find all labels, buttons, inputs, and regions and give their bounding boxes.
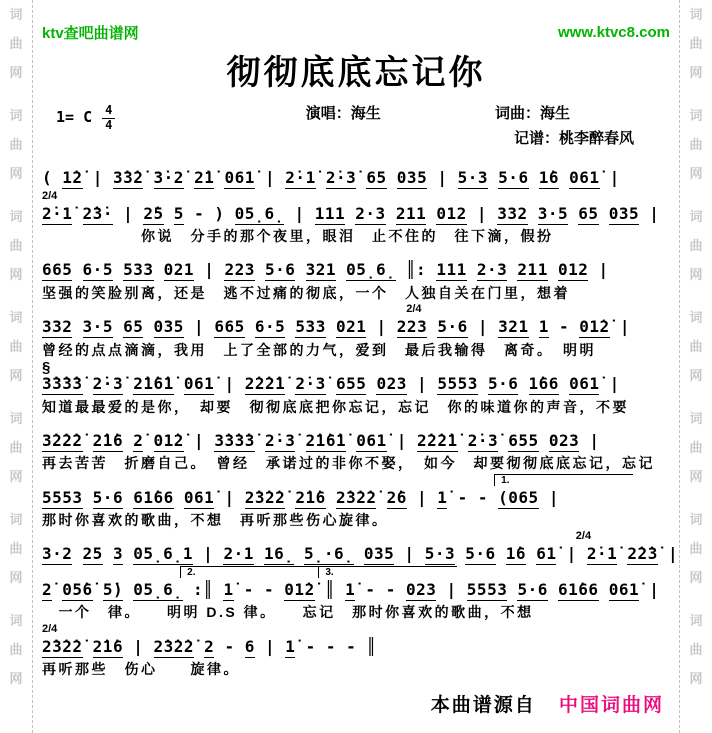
notation-token: 65: [578, 203, 599, 223]
notation-token: 021: [335, 317, 367, 337]
notation-token: 061̇: [356, 430, 387, 450]
notation-token: 1̇6: [505, 544, 527, 564]
watermark-char: 词: [689, 512, 703, 527]
footer-source-text: 本曲谱源自: [430, 695, 536, 716]
meter-denominator: 4: [105, 117, 113, 132]
watermark-char: 词: [689, 108, 703, 123]
watermark-char: 网: [9, 671, 23, 686]
notation-token: (: [42, 168, 53, 187]
watermark-char: 曲: [689, 642, 703, 657]
notation-token: -: [457, 487, 468, 507]
notation-token: |: [649, 203, 660, 223]
notation-token: 2̇3̇2̇2̇: [153, 636, 195, 656]
watermark-char: 网: [9, 65, 23, 80]
watermark-char: 网: [689, 368, 703, 383]
watermark-char: 词: [9, 310, 23, 325]
notation-token: -: [346, 636, 357, 656]
score-line: [42, 360, 670, 416]
notation-token: 5553: [42, 487, 83, 507]
lyrics-line: 知道最最爱的是你， 却要 彻彻底底把你忘记，忘记 你的味道你的声音，不要: [42, 398, 629, 415]
watermark-char: 词: [689, 310, 703, 325]
notator-label: 记谱：: [513, 130, 559, 147]
notation-token: |: [203, 544, 214, 564]
notation-token: 2: [204, 636, 215, 656]
notation-token: 2̇1̇6: [295, 487, 326, 507]
notation-token: 533: [123, 260, 154, 280]
notation-token: |: [566, 544, 577, 564]
notation-token: 3: [112, 544, 124, 564]
notation-token: 1̇66: [528, 373, 559, 393]
notation-token: |: [598, 260, 609, 280]
notation-token: |: [224, 487, 235, 507]
notation-token: 61̇66: [558, 579, 599, 599]
notation-token: |: [396, 430, 407, 450]
notation-line: [42, 636, 670, 658]
composer-name: 海生: [539, 105, 570, 122]
watermark-char: 网: [689, 469, 703, 484]
notation-token: 2̇·3̇: [92, 373, 124, 393]
notation-token: 65: [123, 317, 144, 337]
notation-token: |: [548, 487, 559, 507]
notation-token: 5̇): [102, 579, 124, 599]
notation-token: 223: [224, 260, 255, 280]
notation-token: -: [385, 579, 396, 599]
notation-token: 2̇1̇: [194, 168, 215, 187]
notation-token: 2̇1̇6̇1̇: [133, 373, 174, 393]
notation-token: 111: [314, 203, 346, 223]
notation-token: 2̇·3̇: [265, 430, 296, 450]
lyrics-line: 那时你喜欢的歌曲，不想 再听那些伤心旋律。: [42, 512, 389, 529]
notation-token: -: [243, 579, 254, 599]
notation-line: [42, 203, 670, 225]
notation-token: 5·6: [465, 544, 496, 564]
notation-token: 5·3: [457, 168, 489, 187]
watermark-char: 词: [9, 209, 23, 224]
notation-token: 211: [517, 260, 548, 280]
notation-token: -: [194, 203, 205, 223]
notation-token: 2·3: [355, 203, 386, 223]
watermark-char: 曲: [689, 541, 703, 556]
watermark-char: 词: [9, 108, 23, 123]
notation-token: 321: [498, 317, 529, 337]
watermark-char: 网: [9, 570, 23, 585]
lyrics-line: 再听那些 伤心 旋律。: [42, 661, 240, 678]
notation-token: 05̣6̣1: [133, 544, 194, 564]
notation-token: 2̇2̇2̇1̇: [244, 373, 286, 393]
notation-token: -: [224, 636, 235, 656]
notation-token: ): [214, 203, 225, 223]
notation-token: 05̣6̣: [234, 203, 285, 223]
notation-token: 3̇2̇2̇2̇: [42, 430, 83, 450]
meter-numerator: 4: [102, 104, 115, 119]
notation-token: (065: [498, 487, 539, 507]
notation-token: 665: [214, 317, 245, 337]
watermark-char: 网: [689, 267, 703, 282]
notation-token: 2̇·3̇: [467, 430, 499, 450]
notation-token: |: [133, 636, 144, 656]
notation-token: |: [294, 203, 305, 223]
notation-token: 023: [405, 579, 437, 599]
notation-token: 5·6: [265, 260, 296, 280]
top-bar: [42, 0, 670, 43]
notation-token: 211: [395, 203, 427, 223]
notation-token: 023: [376, 373, 407, 393]
left-watermark-rail: [0, 0, 33, 733]
notation-token: |: [224, 373, 235, 393]
notation-token: 3̇3̇2̇: [112, 168, 144, 187]
notation-token: 1̇2̇: [62, 168, 83, 187]
notation-token: 2̇1̇6: [92, 636, 124, 656]
notation-token: 533: [295, 317, 326, 337]
notation-token: 3̇3̇3̇3̇: [214, 430, 255, 450]
notation-line: [42, 316, 670, 338]
notation-token: 2̇·1̇: [42, 203, 73, 223]
notation-token: 3̇·2̇: [153, 168, 184, 187]
notation-token: 2̇·3̇: [295, 373, 326, 393]
footer-brand-link[interactable]: 中国词曲网: [558, 695, 664, 716]
notation-token: 012: [557, 260, 589, 280]
notation-token: 111: [436, 260, 467, 280]
watermark-char: 网: [689, 570, 703, 585]
notation-token: :║: [193, 579, 214, 599]
notation-token: 061̇: [608, 579, 640, 599]
notation-token: |: [204, 260, 215, 280]
watermark-char: 曲: [9, 642, 23, 657]
notation-token: 2̇: [42, 579, 53, 599]
watermark-char: 网: [689, 65, 703, 80]
notation-token: 6: [244, 636, 255, 656]
song-meta: [42, 94, 670, 152]
watermark-char: 词: [9, 512, 23, 527]
watermark-char: 网: [9, 267, 23, 282]
notation-token: |: [476, 203, 488, 223]
notation-token: 061̇: [224, 168, 255, 187]
notation-token: 061̇: [183, 487, 215, 507]
segno-icon: §: [42, 358, 51, 376]
notation-line: [42, 487, 670, 509]
performer-name: 海生: [350, 105, 381, 122]
notation-token: |: [446, 579, 457, 599]
notation-token: 05̣6̣: [346, 260, 396, 280]
song-title: 彻彻底底忘记你: [226, 54, 486, 92]
notation-token: ║: [324, 579, 335, 599]
score-body: [42, 154, 679, 678]
notation-token: 3·2: [42, 544, 73, 564]
score-line: [42, 530, 679, 565]
notation-token: 2̇1̇6: [92, 430, 124, 450]
notation-token: -: [477, 487, 488, 507]
key-signature: [56, 104, 115, 131]
watermark-char: 词: [689, 209, 703, 224]
notation-token: 01̇2̇: [153, 430, 184, 450]
notation-token: 2·3: [476, 260, 508, 280]
notation-token: -: [365, 579, 376, 599]
volta-bracket: 1.: [494, 474, 633, 486]
notation-token: 01̇2̇: [579, 317, 610, 337]
watermark-char: 网: [689, 166, 703, 181]
notation-token: 1: [538, 317, 549, 337]
lyrics-line: 一个 律。 明明 D.S 律。 忘记 那时你喜欢的歌曲，不想: [42, 604, 534, 621]
watermark-char: 词: [689, 7, 703, 22]
notation-token: 01̇2̇: [284, 579, 315, 599]
notation-token: |: [265, 168, 276, 187]
watermark-char: 曲: [689, 440, 703, 455]
notation-token: 2̇3̇2̇2̇: [244, 487, 286, 507]
watermark-char: 词: [689, 613, 703, 628]
footer: [431, 690, 664, 717]
sheet-page: [42, 0, 679, 733]
notation-token: 023: [548, 430, 580, 450]
score-line: [42, 566, 670, 622]
score-line: [42, 303, 670, 359]
notation-token: 2̇2̇2̇1̇: [417, 430, 458, 450]
notation-token: |: [417, 487, 428, 507]
notation-token: 1̇: [223, 579, 234, 599]
watermark-char: 曲: [9, 339, 23, 354]
notation-token: 2̇·1̇: [586, 544, 618, 564]
notation-token: 5553: [437, 373, 478, 393]
right-watermark-rail: [679, 0, 712, 733]
notation-token: |: [609, 168, 620, 187]
notation-token: |: [194, 317, 205, 337]
notation-token: 1̇: [437, 487, 448, 507]
notation-token: |: [194, 430, 205, 450]
notation-line: [42, 579, 670, 601]
notation-token: 1̇: [285, 636, 296, 656]
score-line: [42, 246, 670, 302]
notation-token: |: [376, 317, 387, 337]
notation-line: [42, 430, 670, 452]
notation-line: [42, 543, 679, 565]
watermark-char: 曲: [9, 238, 23, 253]
notation-token: 5·3: [424, 544, 456, 564]
watermark-char: 曲: [9, 440, 23, 455]
notation-token: -: [264, 579, 275, 599]
notation-token: 5·6: [498, 168, 529, 187]
lyrics-line: 你说 分手的那个夜里，眼泪 止不住的 往下滴，假扮: [42, 228, 554, 245]
notation-token: |: [92, 168, 103, 187]
notation-token: 6·5: [82, 260, 113, 280]
notation-token: 061̇: [569, 373, 600, 393]
watermark-char: 曲: [9, 36, 23, 51]
watermark-char: 网: [689, 671, 703, 686]
meter-annotation: 2/4: [406, 303, 422, 316]
notator-name: 桃李醉春风: [558, 130, 634, 147]
notation-token: |: [649, 579, 660, 599]
notation-token: |: [609, 373, 620, 393]
watermark-char: 曲: [9, 137, 23, 152]
notation-token: 035: [396, 168, 428, 187]
score-line: [42, 417, 670, 473]
notation-token: 655: [508, 430, 539, 450]
notation-token: 061̇: [569, 168, 600, 187]
notation-token: 61̇66: [133, 487, 174, 507]
notation-line: [42, 167, 670, 189]
notation-token: |: [404, 544, 415, 564]
notation-token: 035: [153, 317, 184, 337]
notation-token: 1̇: [345, 579, 356, 599]
notation-token: 5·6: [92, 487, 124, 507]
notation-token: 2̇: [133, 430, 144, 450]
notation-token: 035: [363, 544, 395, 564]
notation-token: 25: [82, 544, 103, 564]
notation-token: 665: [42, 260, 73, 280]
meter-annotation: 2/4: [42, 189, 58, 202]
composer-credit: [495, 102, 570, 123]
volta-bracket: 3.: [318, 566, 457, 578]
notation-token: |: [477, 317, 489, 337]
notation-token: 035: [608, 203, 640, 223]
notation-token: 5·6: [517, 579, 548, 599]
notation-token: 3·5: [537, 203, 569, 223]
notation-token: ║:: [405, 260, 427, 280]
notation-token: |: [619, 317, 630, 337]
notation-token: -: [305, 636, 316, 656]
lyrics-line: 再去苦苦 折磨自己。 曾经 承诺过的非你不娶， 如今 却要彻彻底底忘记，忘记: [42, 455, 655, 472]
notation-token: 2̇·1̇: [285, 168, 316, 187]
notation-token: 2̇·3̇: [325, 168, 357, 187]
notation-token: |: [123, 203, 134, 223]
notation-token: 16̣: [264, 544, 294, 564]
notation-token: 3·5: [82, 317, 113, 337]
notation-token: 332: [497, 203, 528, 223]
site-name-link[interactable]: ktv查吧曲谱网: [42, 25, 139, 42]
watermark-char: 曲: [9, 541, 23, 556]
notation-token: 5: [173, 203, 184, 223]
notation-token: 5̣·6̣: [304, 544, 354, 564]
notation-token: |: [265, 636, 276, 656]
notation-line: [42, 259, 670, 281]
notation-token: |: [589, 430, 600, 450]
score-line: [42, 623, 670, 679]
watermark-char: 曲: [689, 36, 703, 51]
notation-token: 6·5: [254, 317, 286, 337]
notation-token: 5·6: [437, 317, 468, 337]
watermark-char: 曲: [689, 238, 703, 253]
notation-token: 3̇3̇3̇3̇: [42, 373, 83, 393]
time-signature: [102, 104, 115, 131]
score-line: [42, 190, 670, 246]
volta-bracket: 2.: [180, 566, 319, 578]
notation-token: 021: [163, 260, 195, 280]
watermark-char: 词: [9, 411, 23, 426]
composer-label: 词曲：: [494, 105, 540, 122]
meter-annotation: 2/4: [42, 622, 58, 635]
notation-token: |: [667, 544, 679, 564]
notation-token: |: [437, 168, 448, 187]
notation-token: 655: [335, 373, 367, 393]
notation-token: |: [417, 373, 428, 393]
lyrics-line: 曾经的点点滴滴，我用 上了全部的力气，爱到 最后我输得 离奇。 明明: [42, 341, 596, 358]
notation-token: 2̇1̇6̇1̇: [305, 430, 347, 450]
notation-token: 61̇: [536, 544, 557, 564]
meter-annotation: 2/4: [575, 530, 592, 543]
notation-token: -: [559, 317, 570, 337]
watermark-char: 网: [9, 469, 23, 484]
site-url-link[interactable]: www.ktvc8.com: [558, 24, 670, 41]
notation-token: 223: [396, 317, 428, 337]
notation-token: 1̇6: [538, 168, 559, 187]
notation-token: 061̇: [183, 373, 215, 393]
key-label: 1= C: [56, 108, 93, 127]
notation-token: 5·6: [487, 373, 519, 393]
watermark-char: 词: [9, 613, 23, 628]
notation-token: -: [325, 636, 336, 656]
notation-token: 012: [436, 203, 467, 223]
notation-token: 2̇3̇2̇2̇: [42, 636, 83, 656]
notation-token: 2̇3̇·: [82, 203, 113, 223]
watermark-char: 词: [9, 7, 23, 22]
notation-token: 05̇6̇: [62, 579, 93, 599]
notation-token: 2·1: [223, 544, 254, 564]
watermark-char: 网: [9, 368, 23, 383]
notation-token: 2̇2̇3̇: [627, 544, 658, 564]
notation-token: 2̇3̇2̇2̇: [335, 487, 377, 507]
notation-token: 65: [366, 168, 387, 187]
watermark-char: 曲: [689, 339, 703, 354]
notation-token: 2̇5: [143, 203, 164, 223]
notation-line: [42, 373, 670, 395]
performer-credit: [306, 102, 381, 123]
notation-token: 2̇6: [386, 487, 407, 507]
performer-label: 演唱：: [305, 105, 351, 122]
notation-token: 321: [305, 260, 336, 280]
watermark-char: 词: [689, 411, 703, 426]
lyrics-line: 坚强的笑脸别离，还是 逃不过痛的彻底，一个 人独自关在门里，想着: [42, 284, 570, 301]
watermark-char: 网: [9, 166, 23, 181]
notation-token: 5553: [466, 579, 508, 599]
score-line: [42, 474, 670, 530]
watermark-char: 曲: [689, 137, 703, 152]
notation-token: ║: [366, 636, 377, 656]
notation-token: 05̣6̣: [133, 579, 183, 599]
score-line: [42, 154, 670, 189]
notator-credit: [514, 127, 634, 148]
notation-token: 332: [42, 317, 73, 337]
